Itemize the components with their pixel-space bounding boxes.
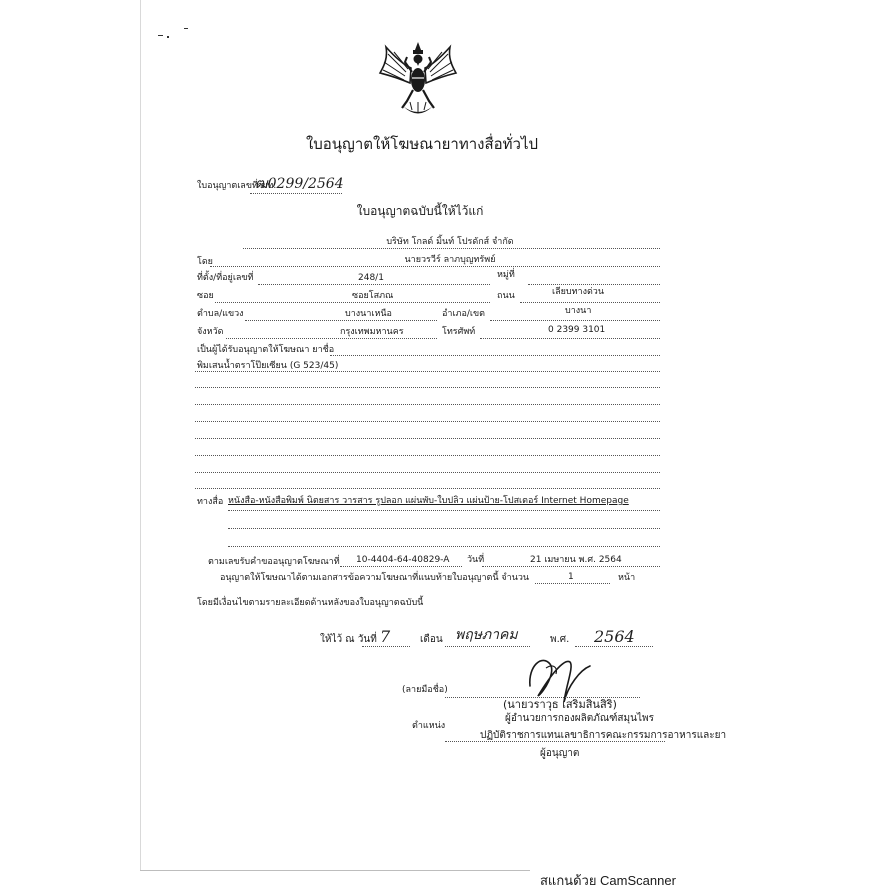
by-label: โดย (197, 257, 213, 267)
position-rule (445, 741, 665, 742)
issued-month-label: เดือน (420, 634, 443, 645)
page-unit: หน้า (618, 573, 636, 583)
issued-month: พฤษภาคม (455, 627, 518, 643)
address-number-rule (258, 284, 490, 285)
blank-rule (195, 404, 660, 405)
scan-page-edge-bottom (140, 870, 530, 871)
scan-speck (158, 35, 163, 36)
receipt-number: 10-4404-64-40829-A (356, 555, 450, 565)
address-number-label: ที่ตั้ง/ที่อยู่เลขที่ (197, 273, 254, 283)
drug-name-rule (195, 371, 660, 372)
media-rule (228, 510, 660, 511)
page-count: 1 (568, 572, 574, 582)
phone-value: 0 2399 3101 (548, 325, 606, 335)
garuda-emblem-icon (378, 42, 458, 120)
road-value: เลียบทางด่วน (552, 287, 605, 297)
signer-position: ผู้อำนวยการกองผลิตภัณฑ์สมุนไพร (505, 713, 654, 724)
acting-for-text: ปฏิบัติราชการแทนเลขาธิการคณะกรรมการอาหารและยา (480, 730, 727, 741)
soi-label: ซอย (197, 291, 214, 301)
phone-label: โทรศัพท์ (442, 327, 476, 337)
document-title: ใบอนุญาตให้โฆษณายาทางสื่อทั่วไป (305, 135, 539, 153)
media-rule (228, 546, 660, 547)
moo-rule (528, 284, 660, 285)
scan-speck (167, 36, 169, 38)
issued-to-heading: ใบอนุญาตฉบับนี้ให้ไว้แก่ (356, 204, 484, 218)
blank-rule (195, 472, 660, 473)
issued-day: 7 (380, 627, 391, 646)
moo-label: หมู่ที่ (497, 270, 515, 280)
media-rule (228, 528, 660, 529)
media-label: ทางสื่อ (197, 497, 224, 507)
road-label: ถนน (497, 291, 515, 301)
conditions-text: โดยมีเงื่อนไขตามรายละเอียดด้านหลังของใบอนุญาตฉบับนี้ (197, 598, 424, 608)
blank-rule (195, 438, 660, 439)
permit-number-label: ใบอนุญาตเลขที่ ฆท. (197, 181, 277, 191)
receipt-date: 21 เมษายน พ.ศ. 2564 (530, 555, 622, 565)
soi-value: ซอยโสภณ (352, 291, 394, 301)
permit-number-value: ฒ0299/2564 (255, 176, 344, 192)
issued-day-rule (362, 646, 410, 647)
receipt-date-label: วันที่ (467, 555, 485, 565)
signer-name: (นายวราวุธ เสริมสินสิริ) (503, 698, 617, 711)
page-count-rule (535, 583, 610, 584)
phone-rule (480, 338, 660, 339)
soi-rule (215, 302, 490, 303)
permit-number-rule (250, 193, 342, 194)
province-label: จังหวัด (197, 327, 224, 337)
approval-text: อนุญาตให้โฆษณาได้ตามเอกสารข้อความโฆษณาที่แนบท้ายใบอนุญาตนี้ จำนวน (220, 573, 530, 583)
scan-speck (184, 28, 188, 29)
district-rule (490, 320, 660, 321)
approver-role: ผู้อนุญาต (540, 748, 580, 759)
issued-month-rule (445, 646, 530, 647)
drug-name: พิมเสนน้ำตราโป๊ยเซียน (G 523/45) (197, 361, 339, 371)
subdistrict-value: บางนาเหนือ (345, 309, 392, 319)
road-rule (520, 302, 660, 303)
drug-label: เป็นผู้ได้รับอนุญาตให้โฆษณา ยาชื่อ (197, 345, 335, 355)
blank-rule (195, 421, 660, 422)
district-label: อำเภอ/เขต (442, 309, 485, 319)
subdistrict-label: ตำบล/แขวง (197, 309, 244, 319)
receipt-number-rule (340, 566, 462, 567)
company-name: บริษัท โกลด์ มิ้นท์ โปรดักส์ จำกัด (386, 237, 514, 247)
district-value: บางนา (565, 306, 592, 316)
position-label: ตำแหน่ง (412, 721, 446, 731)
receipt-date-rule (482, 566, 660, 567)
media-list: หนังสือ-หนังสือพิมพ์ นิตยสาร วารสาร รูปลอก แผ่นพับ-ใบปลิว แผ่นป้าย-โปสเตอร์ Internet Homepage (228, 496, 629, 506)
blank-rule (195, 488, 660, 489)
representative-rule (210, 266, 660, 267)
blank-rule (195, 455, 660, 456)
company-name-rule (243, 248, 660, 249)
issued-year: 2564 (594, 627, 635, 646)
province-value: กรุงเทพมหานคร (340, 327, 404, 337)
drug-label-rule (330, 355, 660, 356)
receipt-label: ตามเลขรับคำขออนุญาตโฆษณาที่ (208, 557, 340, 567)
blank-rule (195, 387, 660, 388)
address-number-value: 248/1 (358, 273, 384, 283)
province-rule (226, 338, 437, 339)
issued-year-label: พ.ศ. (550, 634, 570, 645)
representative-name: นายวรวีร์ ลาภบุญทรัพย์ (404, 255, 496, 265)
signature-label: (ลายมือชื่อ) (402, 685, 448, 695)
camscanner-watermark: สแกนด้วย CamScanner (540, 873, 676, 888)
issued-day-label: ให้ไว้ ณ วันที่ (320, 634, 377, 645)
subdistrict-rule (245, 320, 437, 321)
scan-page-edge-left (140, 0, 141, 870)
